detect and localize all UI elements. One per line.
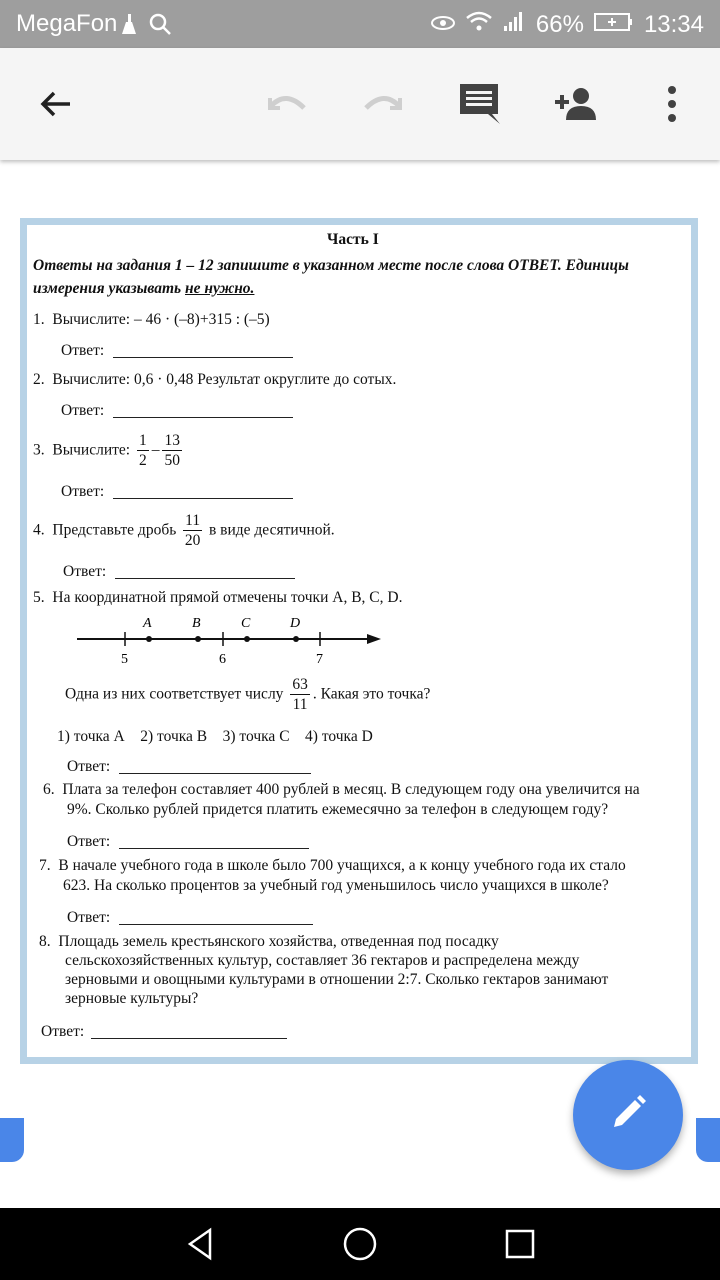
document-content <box>27 225 691 1057</box>
question-number: 5. <box>33 589 45 606</box>
question-number: 4. <box>33 521 45 539</box>
home-circle-icon[interactable] <box>338 1222 382 1266</box>
question-text-after: . Какая это точка? <box>312 685 431 703</box>
pencil-icon <box>608 1093 648 1138</box>
question-4 <box>33 511 335 551</box>
carrier-name: MegaFon <box>16 10 118 37</box>
cleaner-icon <box>118 12 140 41</box>
point-c <box>244 636 250 642</box>
question-text: Одна из них соответствует числу <box>65 685 284 703</box>
fraction-numerator: 13 <box>162 431 182 451</box>
battery-icon <box>594 11 634 39</box>
operator: – <box>151 441 160 459</box>
fraction-denominator: 20 <box>184 532 201 550</box>
answer-line <box>119 848 309 849</box>
fraction-denominator: 50 <box>164 452 180 470</box>
undo-icon[interactable] <box>258 76 314 132</box>
back-triangle-icon[interactable] <box>178 1222 222 1266</box>
question-number: 3. <box>33 441 45 459</box>
eye-icon <box>430 11 456 39</box>
redo-icon[interactable] <box>356 76 412 132</box>
option-2: 2) точка B <box>140 728 208 745</box>
fraction <box>183 511 202 551</box>
app-toolbar <box>0 48 720 160</box>
question-text: Вычислите: – 46 · (–8)+315 : (–5) <box>52 311 270 328</box>
arrow-back-icon[interactable] <box>28 76 84 132</box>
search-icon <box>148 12 172 41</box>
answer-line <box>113 357 293 358</box>
answer-line <box>119 924 313 925</box>
option-1: 1) точка A <box>57 728 125 745</box>
person-add-icon[interactable] <box>548 76 604 132</box>
point-label-d: D <box>290 616 301 631</box>
point-label-b: B <box>192 616 201 631</box>
question-5-prompt <box>65 675 430 715</box>
answer-line <box>119 773 311 774</box>
answer-options <box>57 728 373 746</box>
question-text: На координатной прямой отмечены точки A, B, C, D. <box>52 589 403 606</box>
wifi-icon <box>466 10 492 39</box>
question-8-line4: зерновые культуры? <box>65 990 199 1007</box>
answer-label: Ответ: <box>63 563 107 580</box>
signal-icon <box>502 10 526 39</box>
point-d <box>293 636 299 642</box>
question-number: 7. <box>39 857 51 874</box>
instructions-text: измерения указывать <box>33 280 182 297</box>
fraction-denominator: 11 <box>292 696 308 714</box>
answer-label: Ответ: <box>41 1023 85 1040</box>
right-edge-tab <box>696 1118 720 1162</box>
answer-label: Ответ: <box>61 483 105 500</box>
answer-line <box>115 578 295 579</box>
question-text: Вычислите: 0,6 · 0,48 Результат округлите до сотых. <box>52 371 397 388</box>
question-5 <box>33 589 402 607</box>
clock: 13:34 <box>643 10 704 38</box>
tick-label-7: 7 <box>316 652 323 667</box>
option-4: 4) точка D <box>305 728 373 745</box>
tick-label-5: 5 <box>121 652 128 667</box>
question-1 <box>33 311 270 329</box>
question-2 <box>33 371 396 389</box>
answer-label: Ответ: <box>61 342 105 359</box>
answer-line <box>113 498 293 499</box>
question-number: 6. <box>43 781 55 798</box>
question-text-after: в виде десятичной. <box>208 521 335 539</box>
question-6 <box>43 781 640 799</box>
battery-percent: 66% <box>535 10 584 38</box>
question-6-line2: 9%. Сколько рублей придется платить ежемесячно за телефон в следующем году? <box>67 801 609 818</box>
part-title: Часть I <box>327 231 379 248</box>
answer-label: Ответ: <box>67 909 111 926</box>
question-text: Представьте дробь <box>52 521 177 539</box>
fraction-numerator: 1 <box>137 431 149 451</box>
instructions-line2 <box>33 280 254 298</box>
number-line-arrow <box>367 634 381 644</box>
question-7-line2: 623. На сколько процентов за учебный год уменьшилось число учащихся в школе? <box>63 877 609 894</box>
point-label-c: C <box>241 616 251 631</box>
tick-label-6: 6 <box>219 652 226 667</box>
status-bar <box>0 0 720 48</box>
question-number: 8. <box>39 933 51 950</box>
system-navigation-bar <box>0 1208 720 1280</box>
question-8-line3: зерновыми и овощными культурами в отношении 2:7. Сколько гектаров занимают <box>65 971 609 988</box>
answer-label: Ответ: <box>67 833 111 850</box>
number-line <box>77 613 397 673</box>
point-b <box>195 636 201 642</box>
answer-line <box>91 1038 287 1039</box>
question-8-line2: сельскохозяйственных культур, составляет 36 гектаров и распределена между <box>65 952 580 969</box>
answer-line <box>113 417 293 418</box>
point-a <box>146 636 152 642</box>
instructions-line1: Ответы на задания 1 – 12 запишите в указанном месте после слова ОТВЕТ. Единицы <box>33 257 629 274</box>
edit-fab-button[interactable] <box>573 1060 683 1170</box>
fraction-numerator: 63 <box>290 675 310 695</box>
fraction <box>290 675 310 715</box>
instructions-emphasis: не нужно. <box>184 280 255 297</box>
fraction-numerator: 11 <box>183 511 202 531</box>
question-number: 2. <box>33 371 45 388</box>
question-text: Площадь земель крестьянского хозяйства, отведенная под посадку <box>58 933 499 950</box>
question-3 <box>33 431 185 471</box>
fraction <box>162 431 182 471</box>
recents-square-icon[interactable] <box>498 1222 542 1266</box>
question-text: В начале учебного года в школе было 700 учащихся, а к концу учебного года их стало <box>58 857 626 874</box>
question-text: Вычислите: <box>52 441 131 459</box>
more-vert-icon[interactable] <box>644 76 700 132</box>
fraction-denominator: 2 <box>138 452 147 470</box>
answer-label: Ответ: <box>61 402 105 419</box>
option-3: 3) точка C <box>222 728 290 745</box>
question-8 <box>39 933 499 951</box>
left-edge-tab <box>0 1118 24 1162</box>
answer-label: Ответ: <box>67 758 111 775</box>
comment-icon[interactable] <box>452 76 508 132</box>
fraction <box>137 431 149 471</box>
question-text: Плата за телефон составляет 400 рублей в месяц. В следующем году она увеличится на <box>62 781 640 798</box>
question-7 <box>39 857 626 875</box>
point-label-a: A <box>143 616 152 631</box>
question-number: 1. <box>33 311 45 328</box>
document-image <box>20 218 698 1064</box>
